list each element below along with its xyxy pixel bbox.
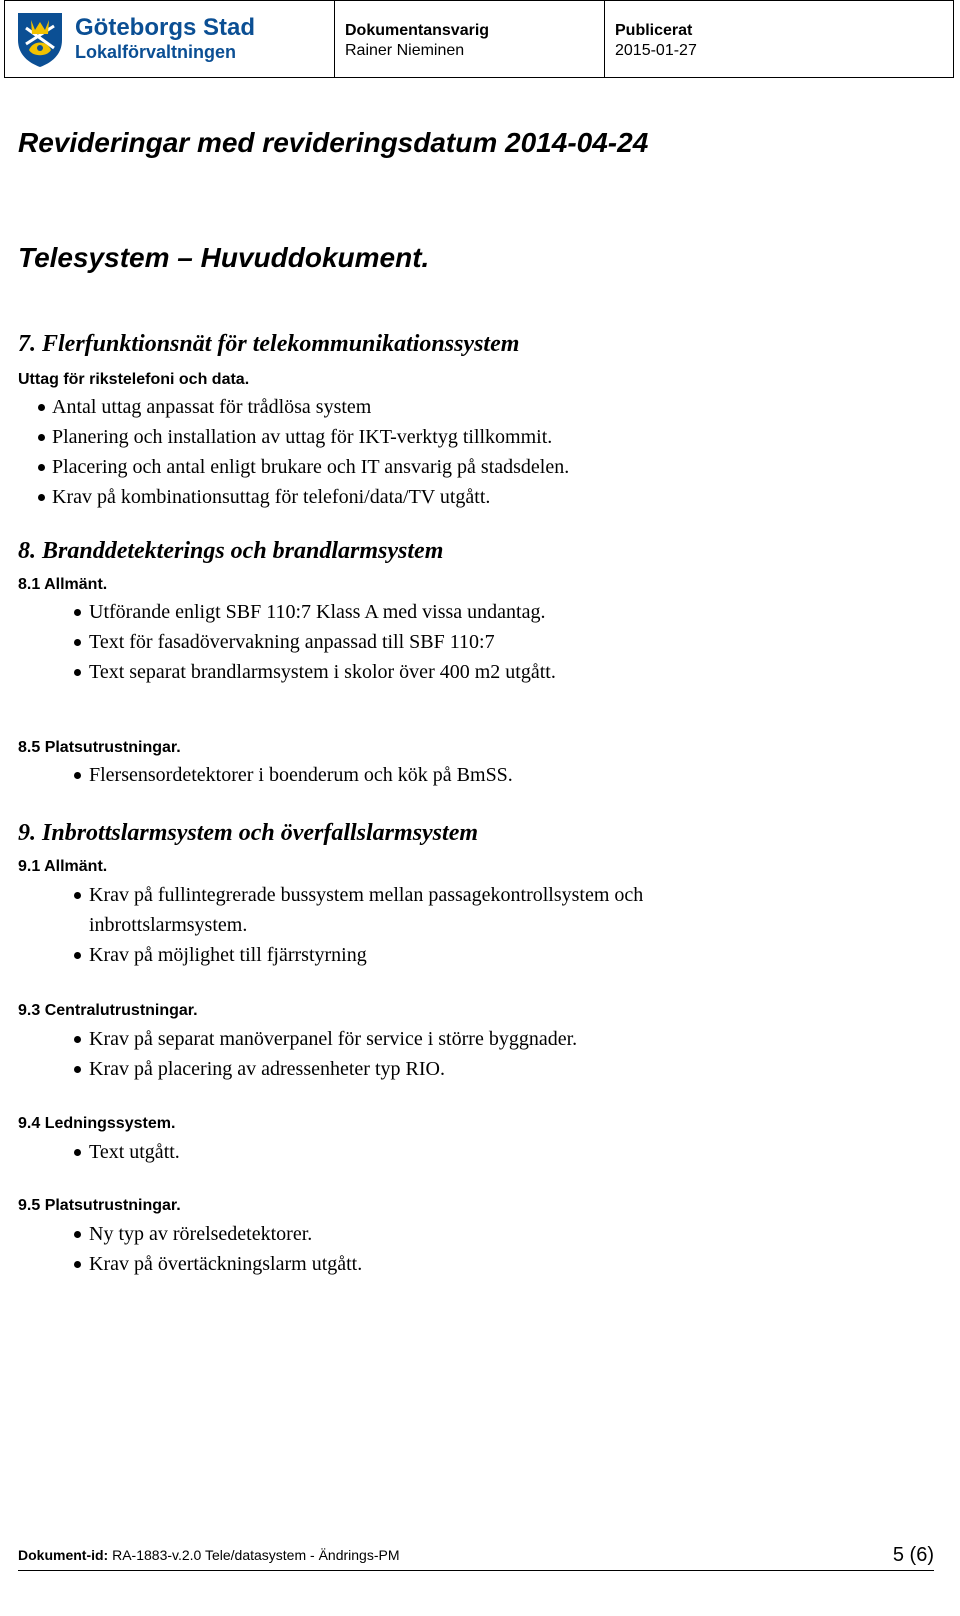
section-8-1-subheading: 8.1 Allmänt. [18,576,108,593]
list-item [18,452,569,482]
section-8-5-list [18,760,513,790]
published-cell [605,1,953,77]
list-item-text: Krav på kombinationsuttag för telefoni/data/TV utgått. [52,486,491,508]
section-9-5-subheading: 9.5 Platsutrustningar. [18,1197,181,1214]
list-item [18,627,556,657]
document-subtitle: Telesystem – Huvuddokument. [18,242,430,273]
section-9-heading: 9. Inbrottslarmsystem och överfallslarmsystem [18,820,479,846]
list-item-text: Flersensordetektorer i boenderum och kök på BmSS. [89,764,513,786]
list-item-text: Krav på placering av adressenheter typ RIO. [89,1058,445,1080]
bullet-icon [74,1149,81,1156]
list-item [18,657,556,687]
bullet-icon [74,772,81,779]
list-item-text: Utförande enligt SBF 110:7 Klass A med vissa undantag. [89,601,546,623]
bullet-icon [74,639,81,646]
list-item [18,1024,577,1054]
list-item-continuation [18,910,643,940]
bullet-icon [38,494,45,501]
list-item-text: Krav på fullintegrerade bussystem mellan passagekontrollsystem och [89,884,644,906]
list-item [18,1137,180,1167]
logo-subtitle: Lokalförvaltningen [75,42,237,62]
section-9-1-subheading: 9.1 Allmänt. [18,858,108,875]
list-item-text: Krav på övertäckningslarm utgått. [89,1253,363,1275]
list-item-text: Text utgått. [89,1141,180,1163]
list-item-text: Text separat brandlarmsystem i skolor över 400 m2 utgått. [89,661,556,683]
list-item [18,1219,362,1249]
list-item [18,940,643,970]
city-crest-icon [15,10,65,68]
list-item [18,880,643,910]
page-number: 5 (6) [892,1544,934,1566]
section-9-4-list [18,1137,180,1167]
responsible-value: Rainer Nieminen [345,42,465,59]
list-item-text: Ny typ av rörelsedetektorer. [89,1223,313,1245]
bullet-icon [74,609,81,616]
doc-id-label: Dokument-id: [18,1547,109,1563]
logo-name: Göteborgs Stad [75,14,256,41]
logo-block [5,1,335,77]
bullet-icon [74,669,81,676]
section-8-5-subheading: 8.5 Platsutrustningar. [18,739,181,756]
list-item-text: Text för fasadövervakning anpassad till SBF 110:7 [89,631,495,653]
list-item [18,482,569,512]
bullet-icon [38,464,45,471]
list-item [18,597,556,627]
section-9-4-subheading: 9.4 Ledningssystem. [18,1115,176,1132]
section-7-list [18,392,569,512]
responsible-label: Dokumentansvarig [345,22,490,39]
doc-id-value: RA-1883-v.2.0 Tele/datasystem - Ändrings-PM [112,1547,400,1563]
section-8-1-list [18,597,556,687]
list-item [18,392,569,422]
list-item [18,760,513,790]
bullet-icon [74,1066,81,1073]
list-item [18,1249,362,1279]
bullet-icon [74,1036,81,1043]
logo-text [75,15,255,63]
section-9-1-list [18,880,643,970]
bullet-icon [74,1261,81,1268]
list-item-text: Krav på separat manöverpanel för service i större byggnader. [89,1028,578,1050]
published-label: Publicerat [615,22,693,39]
section-7-heading: 7. Flerfunktionsnät för telekommunikationssystem [18,331,520,357]
document-title: Revideringar med revideringsdatum 2014-04-24 [18,127,649,158]
section-8-heading: 8. Branddetekterings och brandlarmsystem [18,538,444,564]
list-item-text: Planering och installation av uttag för IKT-verktyg tillkommit. [52,426,553,448]
list-item [18,1054,577,1084]
section-9-5-list [18,1219,362,1279]
list-item-text: Krav på möjlighet till fjärrstyrning [89,944,367,966]
footer-divider [18,1570,934,1571]
list-item-text: Antal uttag anpassat för trådlösa system [52,396,372,418]
section-7-subheading: Uttag för rikstelefoni och data. [18,371,250,388]
section-9-3-list [18,1024,577,1084]
published-value: 2015-01-27 [615,42,697,59]
bullet-icon [74,892,81,899]
document-header [4,0,954,78]
document-footer [18,1547,400,1563]
bullet-icon [74,952,81,959]
list-item-text: inbrottslarmsystem. [89,914,248,936]
list-item-text: Placering och antal enligt brukare och IT ansvarig på stadsdelen. [52,456,570,478]
responsible-cell [335,1,605,77]
bullet-icon [74,1231,81,1238]
section-9-3-subheading: 9.3 Centralutrustningar. [18,1002,198,1019]
bullet-icon [38,404,45,411]
list-item [18,422,569,452]
bullet-icon [38,434,45,441]
